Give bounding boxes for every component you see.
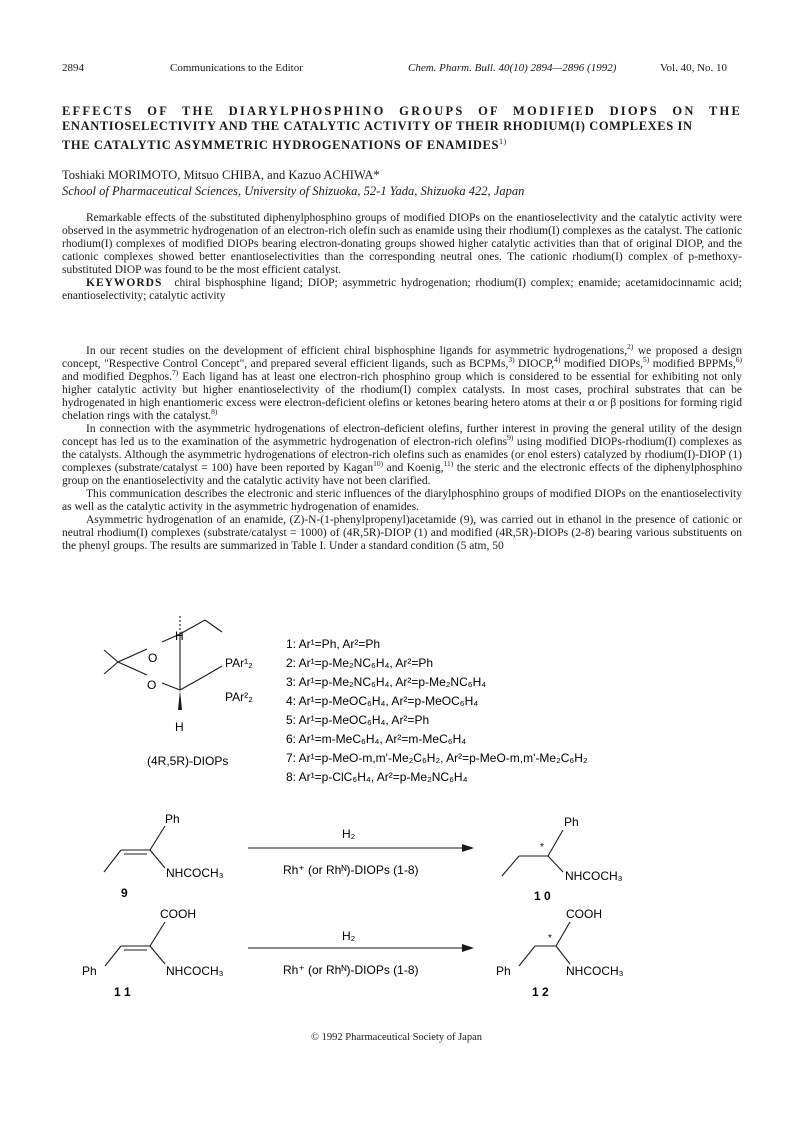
journal-citation: Chem. Pharm. Bull. 40(10) 2894—2896 (1992)	[408, 62, 617, 74]
cmpd10-stereocenter: *	[540, 842, 544, 853]
cmpd9-nhcoch3: NHCOCH₃	[166, 866, 224, 880]
ligand-2: 2: Ar¹=p-Me₂NC₆H₄, Ar²=Ph	[286, 656, 434, 670]
keywords-label: KEYWORDS	[86, 277, 163, 289]
paragraph-3: This communication describes the electronic and steric influences of the diarylphosphino groups of modified DIOPs on the enantioselectivity as well as the catalytic activity in the asymmetric hydrogenation of enamides.	[62, 488, 742, 513]
cmpd9-ph: Ph	[165, 812, 180, 826]
title-reference: 1)	[499, 137, 507, 146]
title-line-1: EFFECTS OF THE DIARYLPHOSPHINO GROUPS OF MODIFIED DIOPS ON THE	[62, 104, 742, 118]
paragraph-2: In connection with the asymmetric hydrogenations of electron-deficient olefins, further interest in proving the general utility of the design concept has led us to the examination of the asymmetric hydrogenation of electron-rich olefins$^{9)}$ using modified DIOPs-rhodium(I) complexes as the catalysts. Although the asymmetric hydrogenations of electron-rich olefins such as enamides (or enol esters) catalyzed by rhodium(I)-DIOP (1) complexes (substrate/catalyst = 100) have been reported by Kagan$^{10)}$ and Koenig,$^{11)}$ the steric and the electronic effects of the diphenylphosphino group on the enantioselectivity and the catalytic activity have not been clarified.	[62, 423, 743, 487]
cmpd12-stereocenter: *	[548, 933, 552, 944]
par2-group: PAr²₂	[225, 690, 253, 704]
cmpd11-cooh: COOH	[160, 907, 196, 921]
ligand-5: 5: Ar¹=p-MeOC₆H₄, Ar²=Ph	[286, 713, 430, 727]
ligand-6: 6: Ar¹=m-MeC₆H₄, Ar²=m-MeC₆H₄	[286, 732, 467, 746]
o-atom-bottom: O	[147, 678, 157, 692]
reagent-h2-1: H₂	[342, 827, 356, 841]
compound-12-label: 1 2	[532, 985, 549, 999]
cmpd12-cooh: COOH	[566, 907, 602, 921]
section-name: Communications to the Editor	[170, 62, 303, 74]
authors: Toshiaki MORIMOTO, Mitsuo CHIBA, and Kazuo ACHIWA*	[62, 168, 380, 182]
ligand-list	[286, 637, 588, 784]
cmpd12-ph: Ph	[496, 964, 511, 978]
abstract-text: Remarkable effects of the substituted diphenylphosphino groups of modified DIOPs on the enantioselectivity and the catalytic activity were observed in the asymmetric hydrogenation of an electron-rich olefin such as enamide using their rhodium(I) complexes as the catalyst. The cationic rhodium(I) complexes of modified DIOPs bearing electron-donating groups showed higher catalytic activities than that of original DIOP, and the cationic complexes showed better enantioselectivities than the corresponding neutral ones. The cationic rhodium(I) complex of p-methoxy-substituted DIOP was found to be the most efficient catalyst.	[62, 212, 742, 276]
arrowhead-1	[462, 844, 474, 852]
title-line-2: ENANTIOSELECTIVITY AND THE CATALYTIC ACTIVITY OF THEIR RHODIUM(I) COMPLEXES IN	[62, 119, 693, 133]
ligand-1: 1: Ar¹=Ph, Ar²=Ph	[286, 637, 381, 651]
compound-9-label: 9	[121, 886, 128, 900]
par1-group: PAr¹₂	[225, 656, 253, 670]
arrowhead-2	[462, 944, 474, 952]
copyright: © 1992 Pharmaceutical Society of Japan	[311, 1032, 482, 1043]
page-number: 2894	[62, 62, 84, 74]
title-line-3: THE CATALYTIC ASYMMETRIC HYDROGENATIONS OF ENAMIDES	[62, 138, 500, 153]
paragraph-4: Asymmetric hydrogenation of an enamide, (Z)-N-(1-phenylpropenyl)acetamide (9), was carried out in ethanol in the presence of cationic or neutral rhodium(I) complexes (substrate/catalyst = 1000) of (4R,5R)-DIOP (1) and modified (4R,5R)-DIOPs (2-8) bearing various substituents on the phenyl groups. The results are summarized in Table I. Under a standard condition (5 atm, 50	[62, 514, 742, 552]
compound-10-label: 1 0	[534, 889, 551, 903]
o-atom-top: O	[148, 651, 158, 665]
compound-12-structure	[519, 922, 570, 966]
ligand-4: 4: Ar¹=p-MeOC₆H₄, Ar²=p-MeOC₆H₄	[286, 694, 479, 708]
compound-10-structure	[502, 830, 563, 876]
diop-structure	[104, 616, 222, 690]
reagent-h2-2: H₂	[342, 929, 356, 943]
h-atom-bottom: H	[175, 720, 184, 734]
ligand-7: 7: Ar¹=p-MeO-m,m'-Me₂C₆H₂, Ar²=p-MeO-m,m'-Me₂C₆H₂	[286, 751, 588, 765]
affiliation: School of Pharmaceutical Sciences, University of Shizuoka, 52-1 Yada, Shizuoka 422, Japan	[62, 184, 525, 198]
h-atom-top: H	[175, 629, 184, 643]
cmpd12-nhcoch3: NHCOCH₃	[566, 964, 624, 978]
cmpd10-nhcoch3: NHCOCH₃	[565, 869, 623, 883]
compound-11-label: 1 1	[114, 985, 131, 999]
cmpd10-ph: Ph	[564, 815, 579, 829]
cmpd11-ph: Ph	[82, 964, 97, 978]
diop-label: (4R,5R)-DIOPs	[147, 754, 229, 768]
ligand-3: 3: Ar¹=p-Me₂NC₆H₄, Ar²=p-Me₂NC₆H₄	[286, 675, 487, 689]
cmpd11-nhcoch3: NHCOCH₃	[166, 964, 224, 978]
paragraph-1: In our recent studies on the development of efficient chiral bisphosphine ligands for asymmetric hydrogenations,$^{2)}$ we proposed a design concept, "Respective Control Concept", and prepared several efficient ligands, such as BCPMs,$^{3)}$ DIOCP,$^{4)}$ modified DIOPs,$^{5)}$ modified BPPMs,$^{6)}$ and modified Degphos.$^{7)}$ Each ligand has at least one electron-rich phosphino group which is considered to be essential for exhibiting not only higher catalytic activity but higher enantioselectivity of the rhodium(I) complex catalysts. In most cases, prochiral substrates that can be hydrogenated in high enantiomeric excess were electron-deficient olefins or ketones bearing hetero atoms at their α or β positions for forming rigid chelation rings with the catalyst.$^{8)}$	[62, 342, 743, 422]
ligand-8: 8: Ar¹=p-ClC₆H₄, Ar²=p-Me₂NC₆H₄	[286, 770, 468, 784]
reagent-catalyst-1: Rh⁺ (or Rhᴺ)-DIOPs (1-8)	[283, 863, 419, 877]
compound-9-structure	[104, 826, 165, 872]
volume-info: Vol. 40, No. 10	[660, 62, 728, 74]
keywords-text: chiral bisphosphine ligand; DIOP; asymmetric hydrogenation; rhodium(I) complex; enamide; acetamidocinnamic acid; enantioselectivity; catalytic activity	[62, 277, 742, 302]
reagent-catalyst-2: Rh⁺ (or Rhᴺ)-DIOPs (1-8)	[283, 963, 419, 977]
compound-11-structure	[105, 922, 165, 966]
